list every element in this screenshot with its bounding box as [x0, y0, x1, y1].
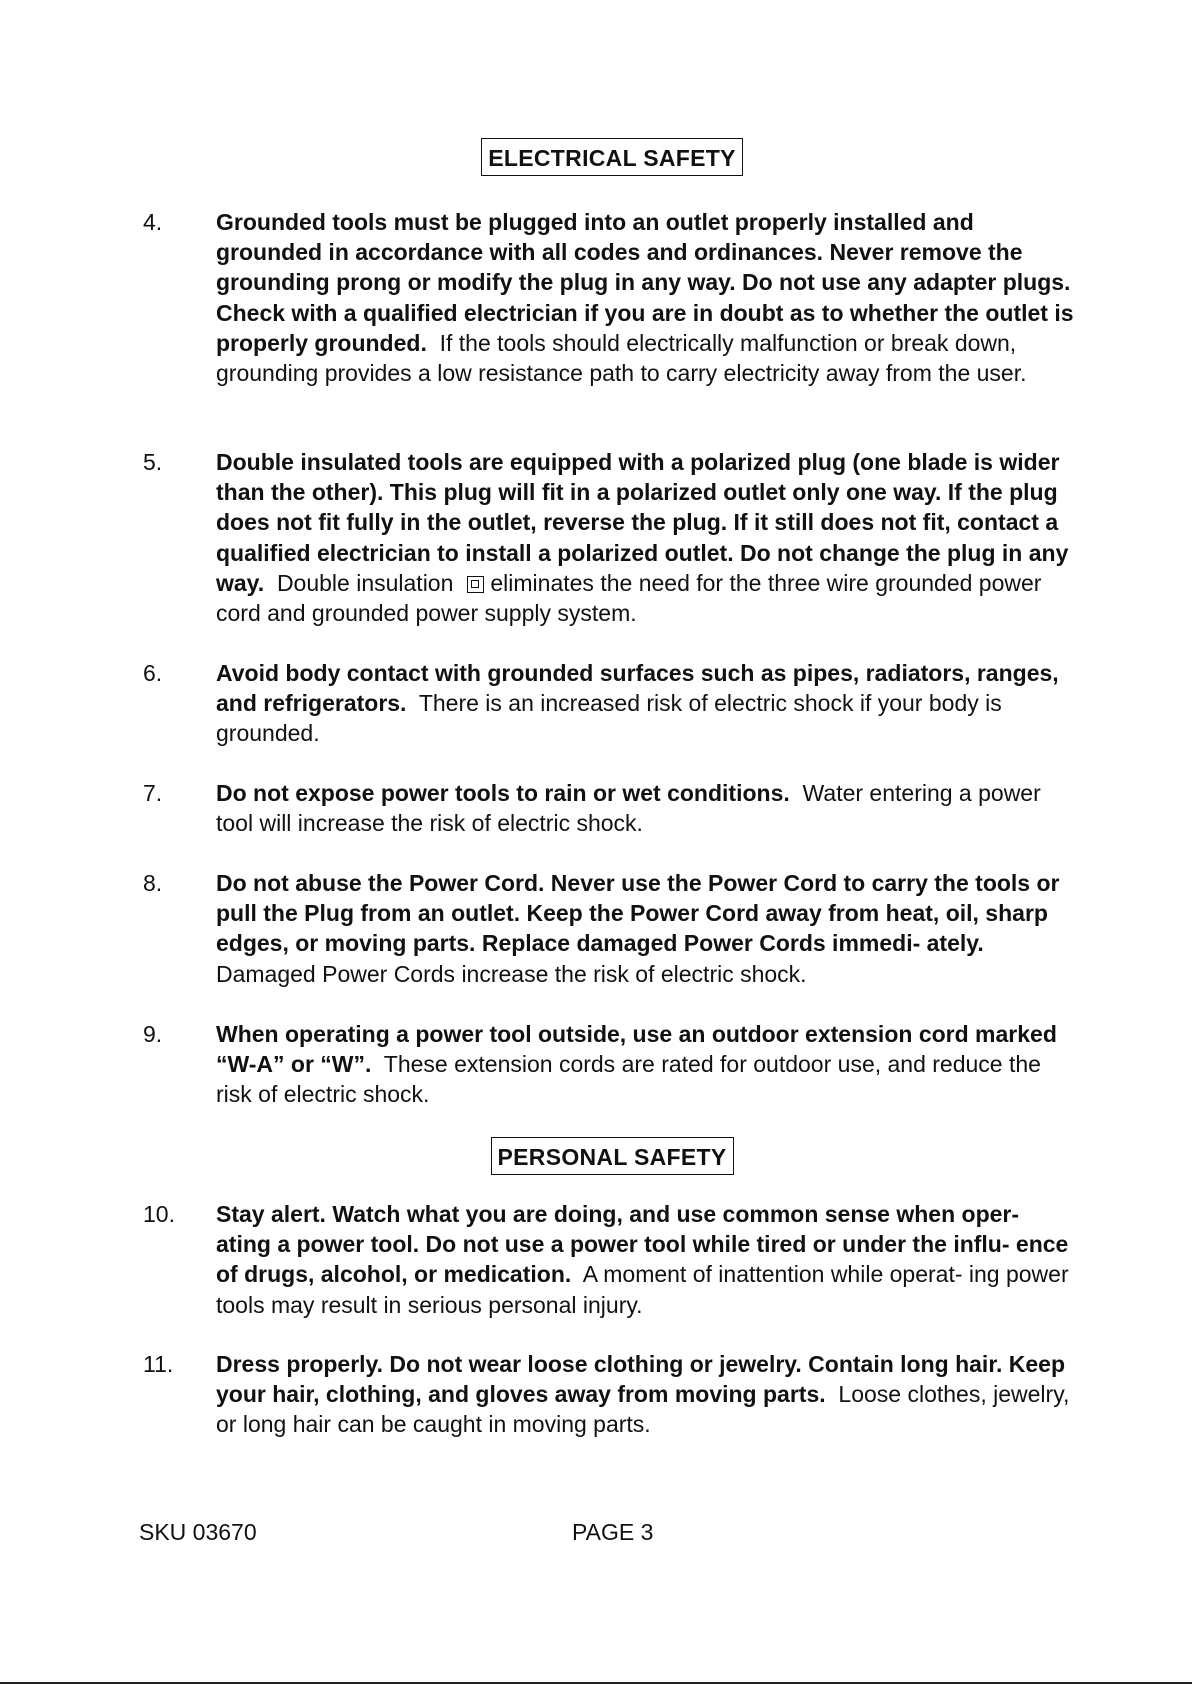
- item-text: If the tools should electrically malfunction or break down, grounding provides a low resistance path to carry electricity away from the user.: [216, 329, 1027, 387]
- item-body: [216, 778, 1080, 838]
- item-number: 10.: [143, 1201, 175, 1227]
- item-number: 5.: [143, 449, 163, 475]
- item-bold-text: Do not abuse the Power Cord. Never use the Power Cord to carry the tools or pull the Plug from an outlet. Keep the Power Cord away from heat, oil, sharp edges, or moving parts. Replace damaged Power Cords immedi- ately.: [216, 870, 1060, 957]
- item-text: These extension cords are rated for outdoor use, and reduce the risk of electric shock.: [216, 1051, 1041, 1108]
- bottom-divider: [0, 1682, 1192, 1684]
- item-bold-text: Do not expose power tools to rain or wet conditions.: [216, 780, 790, 806]
- item-body: [216, 1019, 1080, 1110]
- item-body: [216, 207, 1080, 388]
- item-text: Double insulation: [276, 569, 454, 596]
- item-bold-text: Avoid body contact with grounded surfaces such as pipes, radiators, ranges, and refrigerators.: [216, 660, 1059, 717]
- item-number: 7.: [143, 780, 163, 806]
- item-text-continued: eliminates the need for the three wire grounded power cord and grounded power supply system.: [216, 569, 1042, 627]
- item-number: 6.: [143, 660, 163, 686]
- footer-page-number: PAGE 3: [572, 1519, 654, 1545]
- item-bold-text: Stay alert. Watch what you are doing, and use common sense when oper- ating a power tool. Do not use a power tool while tired or under the influ- ence of drugs, alcohol, or medication.: [216, 1201, 1069, 1288]
- item-text: Loose clothes, jewelry, or long hair can be caught in moving parts.: [216, 1381, 1070, 1438]
- item-bold-text: Grounded tools must be plugged into an outlet properly installed and grounded in accordance with all codes and ordinances. Never remove the grounding prong or modify the plug in any way. Do not use any adapter plugs. Check with a qualified electrician if you are in doubt as to whether the outlet is properly grounded.: [216, 209, 1074, 356]
- item-number: 9.: [143, 1021, 163, 1047]
- item-bold-text: Double insulated tools are equipped with a polarized plug (one blade is wider than the other). This plug will fit in a polarized outlet only one way. If the plug does not fit fully in the outlet, reverse the plug. If it still does not fit, contact a qualified electrician to install a polarized outlet. Do not change the plug in any way.: [216, 449, 1069, 596]
- item-text: Damaged Power Cords increase the risk of electric shock.: [216, 960, 807, 987]
- item-body: [216, 868, 1080, 989]
- item-number: 11.: [143, 1351, 174, 1377]
- item-body: [216, 447, 1080, 628]
- item-body: [216, 1199, 1080, 1320]
- section-heading-label: PERSONAL SAFETY: [491, 1137, 734, 1175]
- item-text: There is an increased risk of electric shock if your body is grounded.: [216, 690, 1002, 747]
- item-number: 8.: [143, 870, 163, 896]
- section-heading-label: ELECTRICAL SAFETY: [481, 138, 742, 176]
- item-text: A moment of inattention while operat- ing power tools may result in serious personal injury.: [216, 1261, 1069, 1318]
- item-body: [216, 1349, 1080, 1440]
- item-number: 4.: [143, 209, 163, 235]
- footer-sku: SKU 03670: [139, 1519, 257, 1545]
- item-body: [216, 658, 1080, 749]
- item-text: Water entering a power tool will increase the risk of electric shock.: [216, 780, 1041, 837]
- item-bold-text: Dress properly. Do not wear loose clothing or jewelry. Contain long hair. Keep your hair, clothing, and gloves away from moving parts.: [216, 1351, 1066, 1408]
- section-heading-electrical-safety: [0, 138, 1192, 176]
- double-insulation-icon: [467, 576, 484, 593]
- item-bold-text: When operating a power tool outside, use an outdoor extension cord marked “W-A” or “W”.: [216, 1021, 1057, 1078]
- section-heading-personal-safety: [0, 1137, 1192, 1175]
